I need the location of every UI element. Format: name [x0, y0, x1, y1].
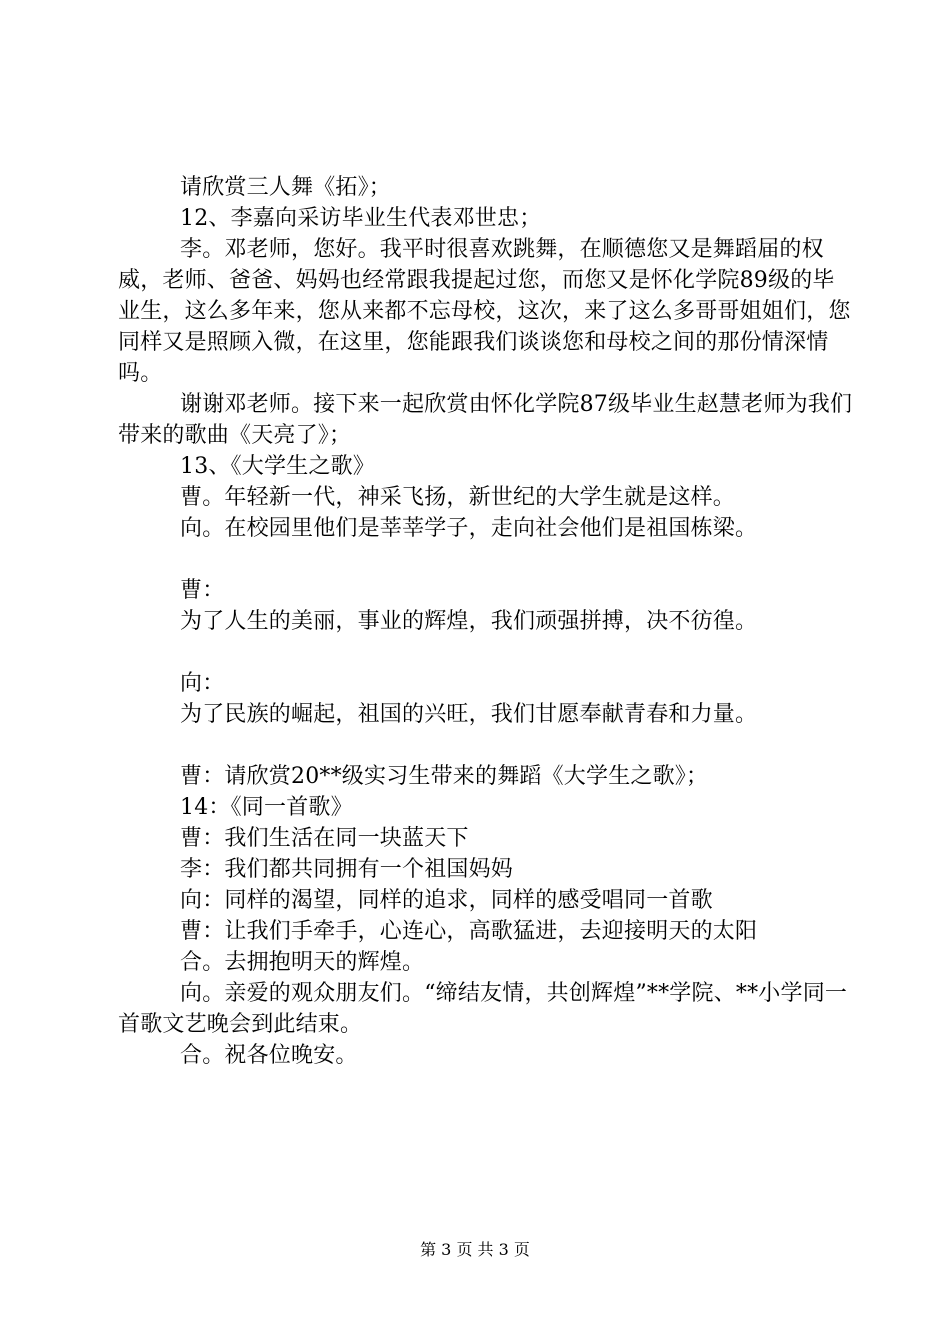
paragraph: 向。亲爱的观众朋友们。“缔结友情，共创辉煌”**学院、**小学同一首歌文艺晚会到此结束。	[118, 981, 848, 1037]
blank-line	[118, 730, 853, 761]
paragraph: 向。在校园里他们是莘莘学子，走向社会他们是祖国栋梁。	[180, 516, 758, 541]
paragraph: 李：我们都共同拥有一个祖国妈妈	[180, 857, 514, 882]
paragraph: 曹：	[180, 578, 225, 603]
paragraph: 合。祝各位晚安。	[180, 1043, 358, 1068]
blank-line	[118, 544, 853, 575]
paragraph: 曹：请欣赏20**级实习生带来的舞蹈《大学生之歌》；	[180, 764, 709, 789]
paragraph: 向：	[180, 671, 225, 696]
paragraph: 李。邓老师，您好。我平时很喜欢跳舞，在顺德您又是舞蹈届的权威，老师、爸爸、妈妈也经常跟我提起过您，而您又是怀化学院89级的毕业生，这么多年来，您从来都不忘母校，这次，来了这么多哥哥姐姐们，您同样又是照顾入微，在这里，您能跟我们谈谈您和母校之间的那份情深情吗。	[118, 237, 851, 386]
paragraph: 向：同样的渴望，同样的追求，同样的感受唱同一首歌	[180, 888, 713, 913]
paragraph: 合。去拥抱明天的辉煌。	[180, 950, 425, 975]
paragraph: 为了民族的崛起，祖国的兴旺，我们甘愿奉献青春和力量。	[180, 702, 758, 727]
page-number: 第 3 页 共 3 页	[420, 1240, 530, 1259]
page-footer	[0, 1240, 950, 1260]
paragraph: 为了人生的美丽，事业的辉煌，我们顽强拼搏，决不彷徨。	[180, 609, 758, 634]
document-body	[118, 172, 853, 1071]
paragraph: 12、李嘉向采访毕业生代表邓世忠；	[180, 206, 542, 231]
paragraph: 谢谢邓老师。接下来一起欣赏由怀化学院87级毕业生赵慧老师为我们带来的歌曲《天亮了》；	[118, 392, 853, 448]
paragraph: 曹。年轻新一代，神采飞扬，新世纪的大学生就是这样。	[180, 485, 736, 510]
paragraph: 曹：我们生活在同一块蓝天下	[180, 826, 469, 851]
paragraph: 请欣赏三人舞《拓》；	[180, 175, 392, 200]
paragraph: 14：《同一首歌》	[180, 795, 353, 820]
blank-line	[118, 637, 853, 668]
paragraph: 13、《大学生之歌》	[180, 454, 375, 479]
paragraph: 曹：让我们手牵手，心连心，高歌猛进，去迎接明天的太阳	[180, 919, 758, 944]
